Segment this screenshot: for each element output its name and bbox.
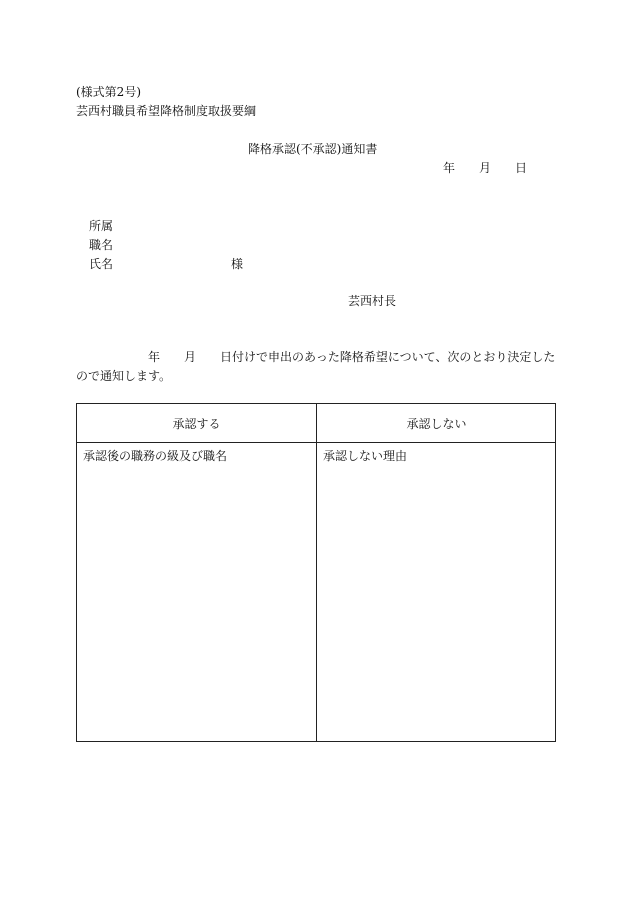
body-text-line2: ので通知します。 — [76, 369, 172, 383]
name-label: 氏名 — [89, 257, 114, 271]
date-month-label: 月 — [479, 161, 492, 175]
body-text-line1: 日付けで申出のあった降格希望について、次のとおり決定した — [220, 350, 556, 364]
date-year-label: 年 — [443, 161, 456, 175]
honorific: 様 — [231, 257, 244, 271]
document-title: 降格承認(不承認)通知書 — [248, 142, 378, 156]
regulation-title: 芸西村職員希望降格制度取扱要綱 — [76, 104, 257, 118]
body-month-label: 月 — [184, 350, 197, 364]
reject-header: 承認しない — [406, 416, 467, 431]
post-label: 職名 — [89, 238, 114, 252]
issuer-name: 芸西村長 — [348, 294, 397, 308]
approved-post-grade-label: 承認後の職務の級及び職名 — [83, 449, 228, 463]
decision-table — [76, 403, 556, 742]
column-divider — [316, 404, 317, 741]
form-number: (様式第2号) — [76, 85, 141, 99]
body-year-label: 年 — [148, 350, 161, 364]
row-divider — [77, 442, 555, 443]
approve-header: 承認する — [172, 416, 221, 431]
rejection-reason-label: 承認しない理由 — [323, 449, 408, 463]
affiliation-label: 所属 — [89, 219, 114, 233]
date-day-label: 日 — [515, 161, 528, 175]
